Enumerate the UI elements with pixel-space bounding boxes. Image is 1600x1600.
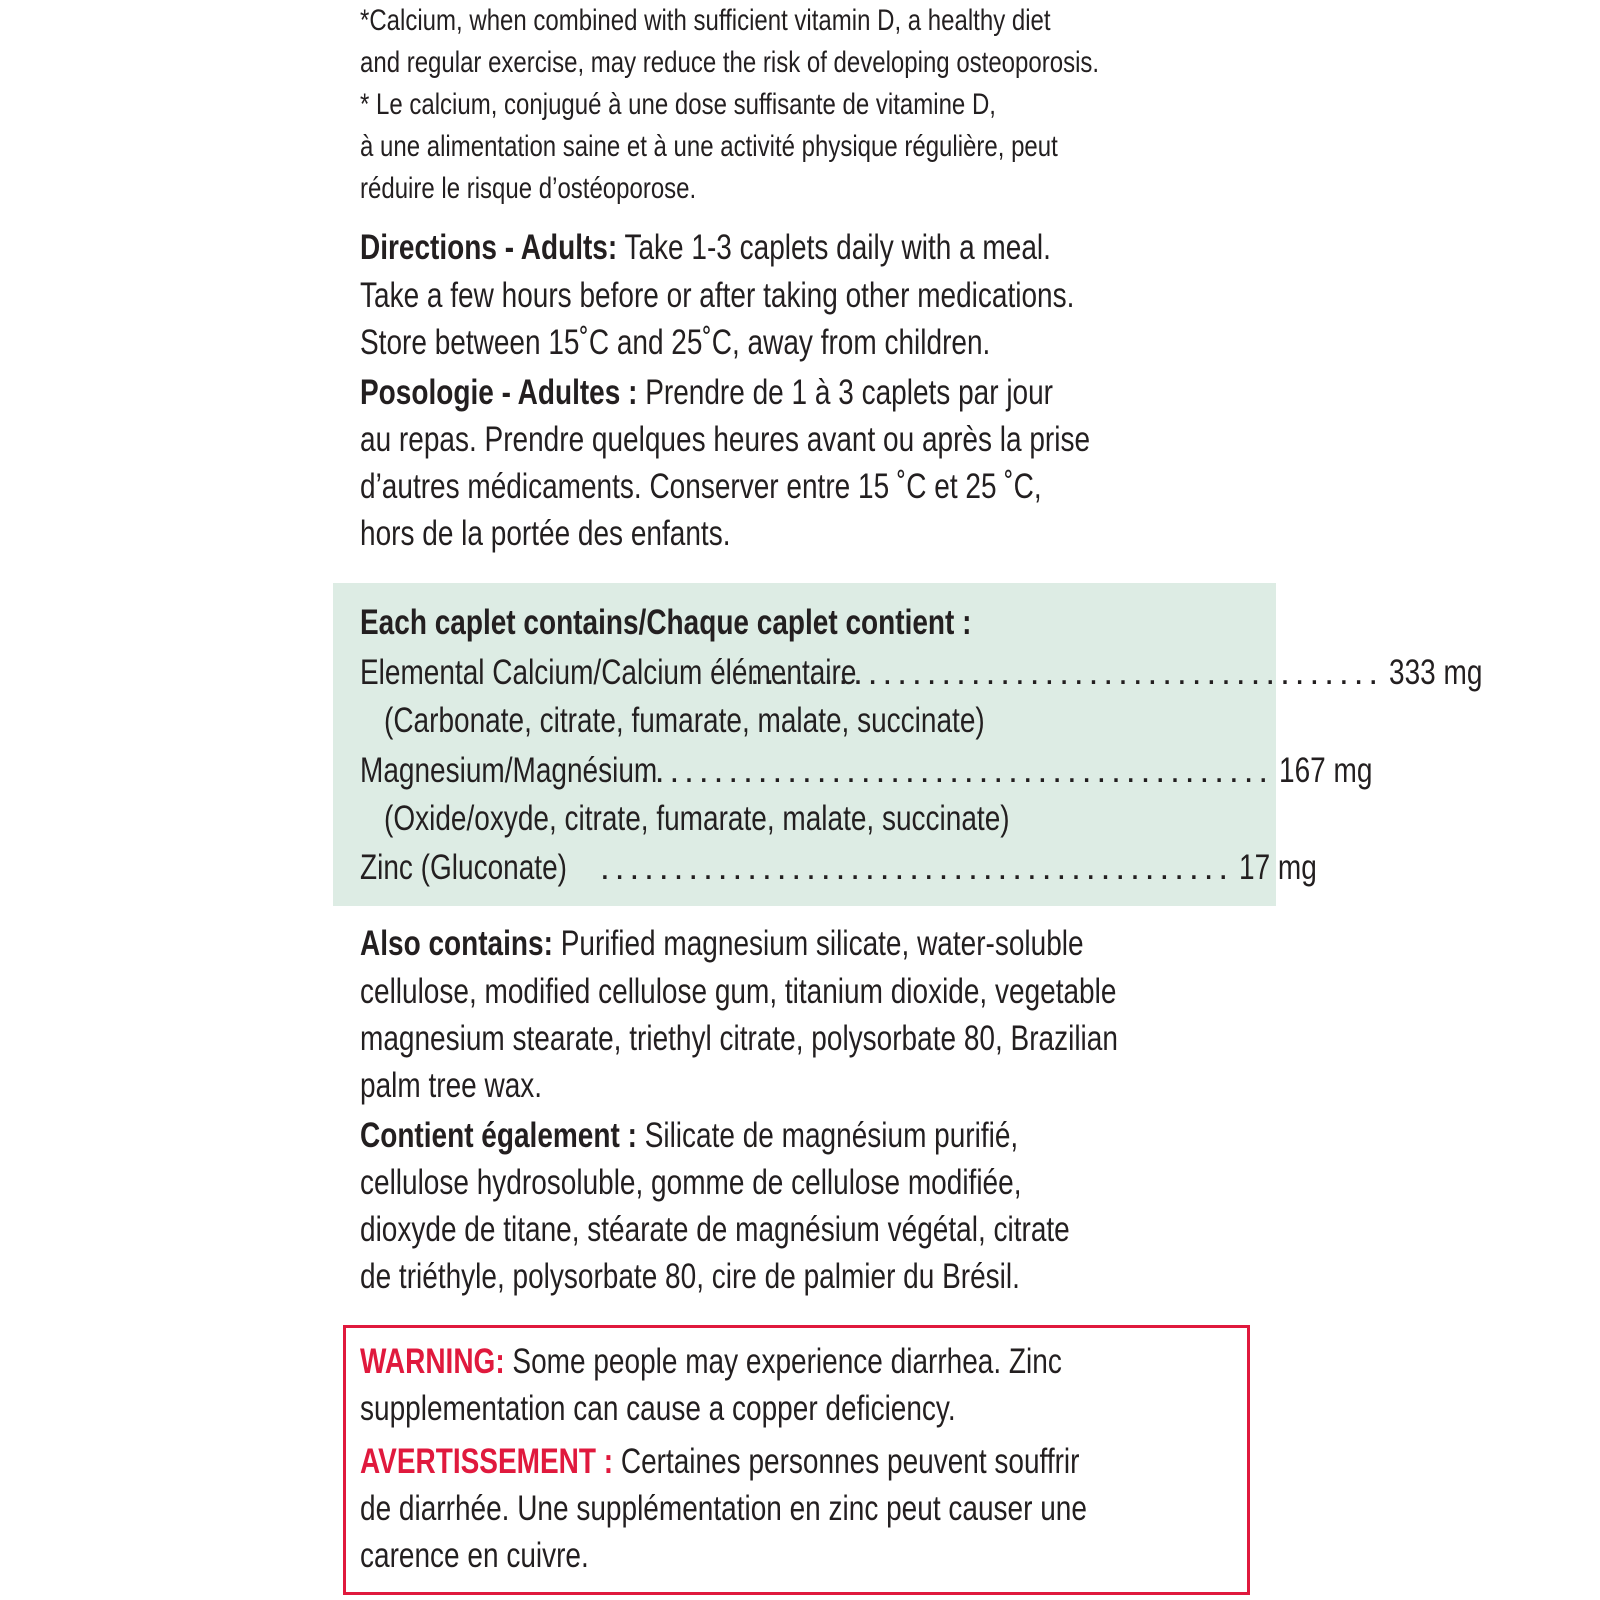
warning-en-text-2: supplementation can cause a copper deficiency. [360,1389,956,1428]
warning-fr-text-1: Certaines personnes peuvent souffrir [613,1442,1080,1481]
ingredient-source: (Oxide/oxyde, citrate, fumarate, malate, succinate) [384,799,1010,838]
leader-dots: ........................................... [750,653,1384,692]
ingredient-name: Zinc (Gluconate) [360,848,567,887]
claim-fr-line-1: * Le calcium, conjugué à une dose suffisante de vitamine D, [360,88,996,121]
directions-en-text-1: Take 1-3 caplets daily with a meal. [617,228,1051,267]
warning-panel [343,1325,1250,1595]
directions-fr-text-3: d’autres médicaments. Conserver entre 15 ˚C et 25 ˚C, [360,467,1042,506]
ingredient-row-zinc [360,848,1317,888]
ingredient-row-calcium [360,653,1483,693]
also-contains-fr-label: Contient également : [360,1116,637,1155]
directions-fr-text-4: hors de la portée des enfants. [360,514,731,553]
leader-dots: ........................................... [640,751,1274,790]
also-contains-en-label: Also contains: [360,924,553,963]
directions-en-label: Directions - Adults: [360,228,618,267]
claim-en-line-2: and regular exercise, may reduce the risk of developing osteoporosis. [360,46,1100,79]
ingredients-heading: Each caplet contains/Chaque caplet contient : [360,603,972,642]
warning-fr-text-3: carence en cuivre. [360,1536,589,1575]
warning-fr-label: AVERTISSEMENT : [360,1442,614,1481]
claim-en-line-1: *Calcium, when combined with sufficient vitamin D, a healthy diet [360,4,1051,37]
leader-dots: ........................................... [600,848,1234,887]
directions-fr-label: Posologie - Adultes : [360,373,638,412]
claim-fr-line-3: réduire le risque d’ostéoporose. [360,172,697,205]
ingredient-name: Elemental Calcium/Calcium élémentaire [360,653,857,692]
also-contains-en-text-3: magnesium stearate, triethyl citrate, polysorbate 80, Brazilian [360,1019,1118,1058]
ingredient-amount: 167 mg [1279,751,1373,790]
ingredient-amount: 333 mg [1389,653,1483,692]
ingredient-row-magnesium [360,751,1373,791]
also-contains-fr-text-2: cellulose hydrosoluble, gomme de cellulose modifiée, [360,1163,1022,1202]
also-contains-fr-text-4: de triéthyle, polysorbate 80, cire de palmier du Brésil. [360,1257,1020,1296]
directions-en-text-3: Store between 15˚C and 25˚C, away from children. [360,323,991,362]
warning-fr-text-2: de diarrhée. Une supplémentation en zinc peut causer une [360,1489,1087,1528]
directions-fr-text-1: Prendre de 1 à 3 caplets par jour [637,373,1054,412]
directions-en-text-2: Take a few hours before or after taking other medications. [360,276,1075,315]
warning-en-text-1: Some people may experience diarrhea. Zinc [504,1342,1062,1381]
ingredient-amount: 17 mg [1239,848,1317,887]
also-contains-en-text-2: cellulose, modified cellulose gum, titanium dioxide, vegetable [360,972,1117,1011]
also-contains-fr-text-1: Silicate de magnésium purifié, [636,1116,1019,1155]
ingredients-panel [333,583,1483,906]
ingredient-name: Magnesium/Magnésium [360,751,658,790]
ingredient-source: (Carbonate, citrate, fumarate, malate, succinate) [384,701,985,740]
also-contains-fr-text-3: dioxyde de titane, stéarate de magnésium végétal, citrate [360,1210,1070,1249]
warning-en-label: WARNING: [360,1342,505,1381]
also-contains-en-text-4: palm tree wax. [360,1066,543,1105]
claim-fr-line-2: à une alimentation saine et à une activité physique régulière, peut [360,130,1058,163]
directions-fr-text-2: au repas. Prendre quelques heures avant ou après la prise [360,420,1091,459]
also-contains-en-text-1: Purified magnesium silicate, water-soluble [552,924,1084,963]
